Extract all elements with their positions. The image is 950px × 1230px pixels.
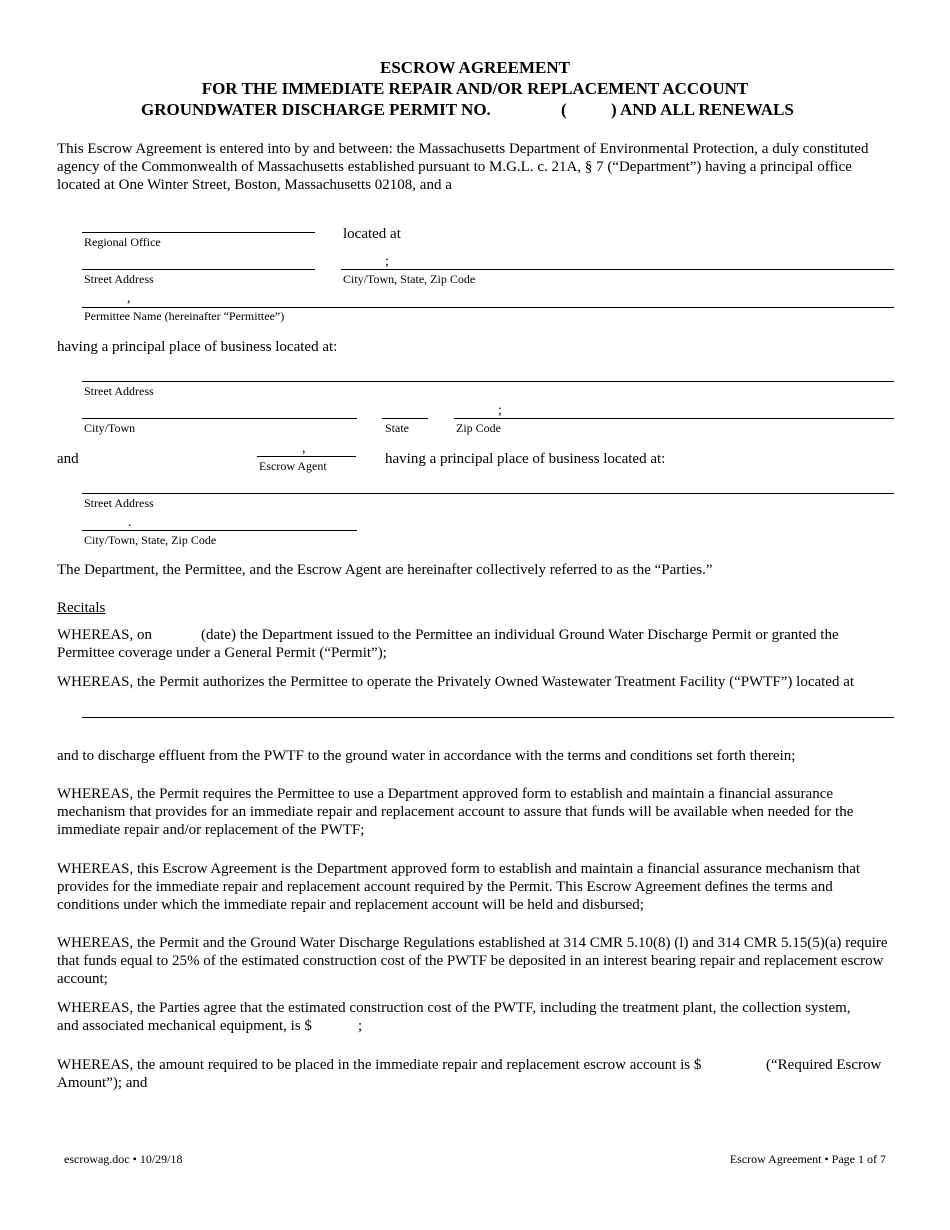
intro-paragraph: This Escrow Agreement is entered into by and between: the Massachusetts Department of Environmental Protection, a duly constituted agency of the Commonwealth of Massachusetts established pursuant to M.G.L. c. 21A, § 7 (“Department”) having a principal office located at One Winter Street, Boston, Massachusetts 02108, and a (57, 141, 869, 193)
regional-office-line (82, 232, 315, 233)
permittee-street-address-label: Street Address (84, 384, 154, 398)
dept-street-address-line (82, 269, 315, 270)
permittee-city-label: City/Town (84, 421, 136, 435)
escrow-business-text: having a principal place of business located at: (385, 451, 666, 467)
pwtf-location-line (82, 717, 894, 718)
permittee-state-label: State (385, 421, 409, 435)
comma-mark: , (127, 291, 131, 306)
whereas-2-continued: and to discharge effluent from the PWTF to the ground water in accordance with the terms and conditions set forth therein; (57, 748, 796, 764)
escrow-period-mark: . (128, 515, 132, 530)
escrow-city-state-zip-label: City/Town, State, Zip Code (84, 533, 217, 547)
escrow-city-state-zip-line (82, 530, 357, 531)
whereas-1-line-2: Permittee coverage under a General Permit (“Permit”); (57, 645, 387, 661)
escrow-street-address-line (82, 493, 894, 494)
whereas-7-line-2: Amount”); and (57, 1075, 148, 1091)
permittee-name-label: Permittee Name (hereinafter “Permittee”) (84, 309, 285, 323)
title-line-1: ESCROW AGREEMENT (379, 58, 571, 77)
whereas-6-line-1: WHEREAS, the Parties agree that the estimated construction cost of the PWTF, including the treatment plant, the collection system, (57, 1000, 851, 1016)
dept-city-state-zip-label: City/Town, State, Zip Code (343, 272, 476, 286)
whereas-7-line-1-end: (“Required Escrow (766, 1057, 882, 1073)
whereas-1-rest: (date) the Department issued to the Permittee an individual Ground Water Discharge Permit or granted the (201, 627, 839, 643)
escrow-agent-label: Escrow Agent (259, 459, 327, 473)
parties-paragraph: The Department, the Permittee, and the Escrow Agent are hereinafter collectively referred to as the “Parties.” (57, 562, 713, 578)
regional-office-label: Regional Office (84, 235, 161, 249)
located-at-text: located at (343, 226, 401, 242)
title-line-2: FOR THE IMMEDIATE REPAIR AND/OR REPLACEMENT ACCOUNT (201, 79, 749, 98)
footer-file-date: escrowag.doc • 10/29/18 (64, 1152, 183, 1166)
whereas-1-start: WHEREAS, on (57, 627, 152, 643)
footer-page-number: Escrow Agreement • Page 1 of 7 (729, 1152, 886, 1166)
whereas-2: WHEREAS, the Permit authorizes the Permittee to operate the Privately Owned Wastewater Treatment Facility (“PWTF”) located at (57, 674, 855, 690)
dept-city-state-zip-line (341, 269, 894, 270)
whereas-6-line-2-start: and associated mechanical equipment, is $ (57, 1018, 312, 1034)
escrow-comma-mark: , (302, 441, 306, 456)
permittee-state-line (382, 418, 428, 419)
title-line-3-suffix: ) AND ALL RENEWALS (611, 100, 794, 119)
title-line-3-open-paren: ( (561, 100, 567, 119)
escrow-street-address-label: Street Address (84, 496, 154, 510)
permittee-name-line (82, 307, 894, 308)
and-text: and (57, 451, 79, 467)
title-line-3-prefix: GROUNDWATER DISCHARGE PERMIT NO. (141, 100, 491, 119)
permittee-street-address-line (82, 381, 894, 382)
permittee-zip-line (454, 418, 894, 419)
whereas-4: WHEREAS, this Escrow Agreement is the Department approved form to establish and maintain a financial assurance mechanism that provides for the immediate repair and replacement account required by the Permit. This Escrow Agreement defines the terms and conditions under which the immediate repair and replacement account will be held and disbursed; (57, 861, 861, 913)
semicolon-mark: ; (385, 254, 389, 269)
permittee-zip-label: Zip Code (456, 421, 501, 435)
dept-street-address-label: Street Address (84, 272, 154, 286)
whereas-3: WHEREAS, the Permit requires the Permittee to use a Department approved form to establish and maintain a financial assurance mechanism that provides for an immediate repair and replacement account to assure that funds will be available when needed for the immediate repair and/or replacement of the PWTF; (57, 786, 854, 838)
whereas-5: WHEREAS, the Permit and the Ground Water Discharge Regulations established at 314 CMR 5.10(8) (l) and 314 CMR 5.15(5)(a) require that funds equal to 25% of the estimated construction cost of the PWTF be deposited in an interest bearing repair and replacement escrow account; (57, 935, 888, 987)
whereas-7-line-1-start: WHEREAS, the amount required to be placed in the immediate repair and replacement escrow account is $ (57, 1057, 702, 1073)
whereas-6-line-2-end: ; (358, 1018, 363, 1034)
permittee-city-line (82, 418, 357, 419)
escrow-agent-line (257, 456, 356, 457)
permittee-business-text: having a principal place of business located at: (57, 339, 338, 355)
recitals-heading: Recitals (57, 600, 106, 616)
permittee-semicolon-mark: ; (498, 403, 502, 418)
